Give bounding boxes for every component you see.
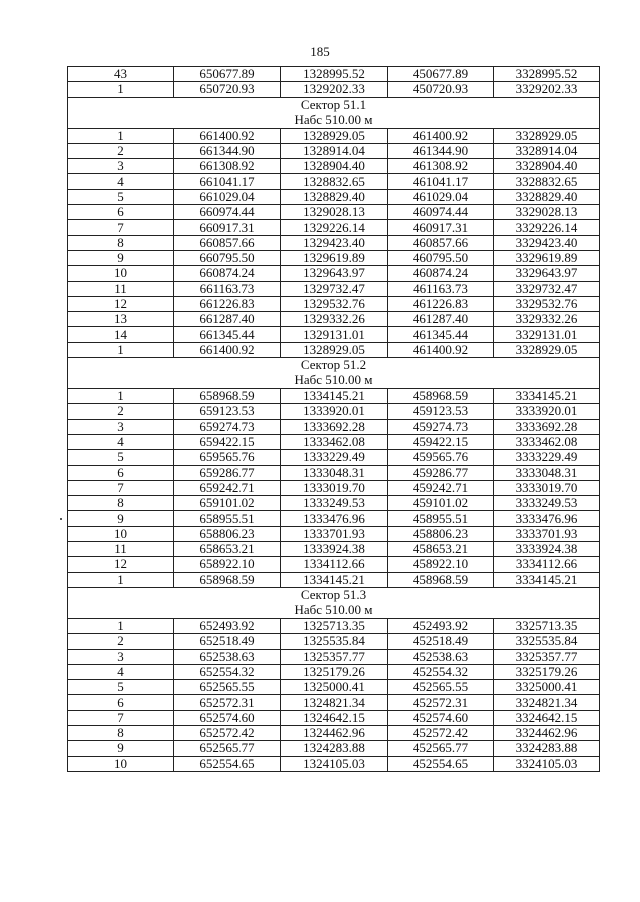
coordinate-cell: 452493.92: [388, 618, 494, 633]
table-row: [68, 680, 600, 695]
coordinate-cell: 658968.59: [174, 572, 281, 587]
point-number-cell: 6: [68, 205, 174, 220]
sector-level: Набс 510.00 м: [294, 111, 373, 127]
coordinate-cell: 459565.76: [388, 450, 494, 465]
point-number-cell: 3: [68, 419, 174, 434]
coordinate-cell: 458968.59: [388, 572, 494, 587]
coordinate-cell: 459242.71: [388, 480, 494, 495]
table-row: [68, 143, 600, 158]
point-number-cell: 5: [68, 680, 174, 695]
sector-title: Сектор 51.1: [300, 97, 367, 112]
coordinate-cell: 1324821.34: [281, 695, 388, 710]
table-row: [68, 756, 600, 771]
table-row: [68, 695, 600, 710]
coordinate-cell: 1329619.89: [281, 250, 388, 265]
point-number-cell: 1: [68, 128, 174, 143]
scan-speck: [60, 518, 62, 520]
table-row: [68, 296, 600, 311]
point-number-cell: 6: [68, 465, 174, 480]
coordinate-cell: 652538.63: [174, 649, 281, 664]
coordinate-cell: 1334112.66: [281, 557, 388, 572]
page-number: 185: [310, 44, 330, 59]
coordinate-cell: 1333249.53: [281, 496, 388, 511]
coordinate-cell: 1328914.04: [281, 143, 388, 158]
coordinate-cell: 3329619.89: [494, 250, 600, 265]
coordinate-cell: 3328832.65: [494, 174, 600, 189]
table-row: [68, 511, 600, 526]
point-number-cell: 2: [68, 143, 174, 158]
table-row: [68, 342, 600, 357]
coordinate-cell: 3329423.40: [494, 235, 600, 250]
coordinate-cell: 1333048.31: [281, 465, 388, 480]
coordinate-cell: 661287.40: [174, 312, 281, 327]
table-row: [68, 67, 600, 82]
coordinate-cell: 1329226.14: [281, 220, 388, 235]
coordinate-cell: 461345.44: [388, 327, 494, 342]
coordinate-cell: 452518.49: [388, 634, 494, 649]
coordinate-cell: 460795.50: [388, 250, 494, 265]
point-number-cell: 8: [68, 496, 174, 511]
coordinate-cell: 452572.42: [388, 725, 494, 740]
coordinate-cell: 458968.59: [388, 389, 494, 404]
table-row: [68, 205, 600, 220]
point-number-cell: 2: [68, 404, 174, 419]
coordinate-cell: 3333924.38: [494, 542, 600, 557]
coordinate-cell: 661041.17: [174, 174, 281, 189]
coordinate-cell: 660857.66: [174, 235, 281, 250]
coordinate-cell: 1333229.49: [281, 450, 388, 465]
coordinate-cell: 660795.50: [174, 250, 281, 265]
coordinate-cell: 452554.32: [388, 664, 494, 679]
table-row: [68, 174, 600, 189]
point-number-cell: 10: [68, 266, 174, 281]
point-number-cell: 6: [68, 695, 174, 710]
coordinate-cell: 659274.73: [174, 419, 281, 434]
coordinate-cell: 1324462.96: [281, 725, 388, 740]
coordinate-cell: 459101.02: [388, 496, 494, 511]
coordinate-cell: 461041.17: [388, 174, 494, 189]
coordinate-cell: 3333229.49: [494, 450, 600, 465]
table-row: [68, 710, 600, 725]
point-number-cell: 3: [68, 159, 174, 174]
coordinate-cell: 1329423.40: [281, 235, 388, 250]
coordinate-cell: 3325000.41: [494, 680, 600, 695]
table-row: [68, 572, 600, 587]
table-row: [68, 434, 600, 449]
sector-level: Набс 510.00 м: [294, 372, 373, 388]
point-number-cell: 1: [68, 389, 174, 404]
coordinate-cell: 3329732.47: [494, 281, 600, 296]
coordinate-cell: 661308.92: [174, 159, 281, 174]
point-number-cell: 11: [68, 542, 174, 557]
coordinates-table: [67, 66, 600, 772]
coordinate-cell: 3328829.40: [494, 189, 600, 204]
coordinate-cell: 452565.77: [388, 741, 494, 756]
coordinate-cell: 652565.55: [174, 680, 281, 695]
coordinate-cell: 1333701.93: [281, 526, 388, 541]
coordinate-cell: 661345.44: [174, 327, 281, 342]
coordinate-cell: 458653.21: [388, 542, 494, 557]
coordinate-cell: 3329202.33: [494, 82, 600, 97]
coordinate-cell: 652572.42: [174, 725, 281, 740]
sector-level: Набс 510.00 м: [294, 601, 373, 617]
coordinate-cell: 1329028.13: [281, 205, 388, 220]
table-row: [68, 404, 600, 419]
point-number-cell: 8: [68, 725, 174, 740]
coordinate-cell: 658968.59: [174, 389, 281, 404]
table-row: [68, 557, 600, 572]
table-row: [68, 526, 600, 541]
coordinate-cell: 1329332.26: [281, 312, 388, 327]
coordinate-cell: 652554.65: [174, 756, 281, 771]
coordinate-cell: 652565.77: [174, 741, 281, 756]
point-number-cell: 1: [68, 618, 174, 633]
coordinate-cell: 3328914.04: [494, 143, 600, 158]
point-number-cell: 14: [68, 327, 174, 342]
coordinate-cell: 652493.92: [174, 618, 281, 633]
coordinate-cell: 1333476.96: [281, 511, 388, 526]
coordinate-cell: 3325535.84: [494, 634, 600, 649]
coordinate-cell: 461400.92: [388, 128, 494, 143]
coordinate-cell: 3325179.26: [494, 664, 600, 679]
coordinate-cell: 1324105.03: [281, 756, 388, 771]
coordinate-cell: 1328832.65: [281, 174, 388, 189]
coordinate-cell: 1328929.05: [281, 128, 388, 143]
coordinate-cell: 1333692.28: [281, 419, 388, 434]
coordinate-cell: 3329532.76: [494, 296, 600, 311]
point-number-cell: 1: [68, 342, 174, 357]
coordinate-cell: 3329028.13: [494, 205, 600, 220]
coordinate-cell: 3333462.08: [494, 434, 600, 449]
sector-header-row: [68, 358, 600, 389]
table-row: [68, 128, 600, 143]
point-number-cell: 9: [68, 511, 174, 526]
coordinate-cell: 3333692.28: [494, 419, 600, 434]
coordinate-cell: 3333249.53: [494, 496, 600, 511]
coordinate-cell: 461226.83: [388, 296, 494, 311]
point-number-cell: 12: [68, 557, 174, 572]
coordinate-cell: 659242.71: [174, 480, 281, 495]
coordinate-cell: 3329131.01: [494, 327, 600, 342]
coordinate-cell: 452572.31: [388, 695, 494, 710]
coordinate-cell: 659565.76: [174, 450, 281, 465]
coordinate-cell: 458806.23: [388, 526, 494, 541]
coordinate-cell: 661400.92: [174, 342, 281, 357]
point-number-cell: 11: [68, 281, 174, 296]
table-row: [68, 725, 600, 740]
table-row: [68, 220, 600, 235]
point-number-cell: 1: [68, 572, 174, 587]
coordinate-cell: 3334145.21: [494, 572, 600, 587]
coordinate-cell: 452538.63: [388, 649, 494, 664]
coordinate-cell: 659101.02: [174, 496, 281, 511]
coordinate-cell: 3334112.66: [494, 557, 600, 572]
coordinate-cell: 1328829.40: [281, 189, 388, 204]
coordinate-cell: 461163.73: [388, 281, 494, 296]
coordinate-cell: 459422.15: [388, 434, 494, 449]
coordinate-cell: 461344.90: [388, 143, 494, 158]
coordinate-cell: 460974.44: [388, 205, 494, 220]
point-number-cell: 2: [68, 634, 174, 649]
coordinate-cell: 3325357.77: [494, 649, 600, 664]
table-row: [68, 189, 600, 204]
coordinate-cell: 461308.92: [388, 159, 494, 174]
table-row: [68, 465, 600, 480]
table-row: [68, 664, 600, 679]
table-row: [68, 634, 600, 649]
coordinate-cell: 650720.93: [174, 82, 281, 97]
coordinate-cell: 658922.10: [174, 557, 281, 572]
point-number-cell: 9: [68, 250, 174, 265]
coordinate-cell: 1329202.33: [281, 82, 388, 97]
coordinate-cell: 1324642.15: [281, 710, 388, 725]
coordinate-cell: 1328995.52: [281, 67, 388, 82]
sector-title: Сектор 51.3: [300, 587, 367, 602]
coordinate-cell: 1325000.41: [281, 680, 388, 695]
coordinate-cell: 1334145.21: [281, 389, 388, 404]
coordinate-cell: 452574.60: [388, 710, 494, 725]
coordinate-cell: 652518.49: [174, 634, 281, 649]
coordinate-cell: 652554.32: [174, 664, 281, 679]
coordinate-cell: 659123.53: [174, 404, 281, 419]
coordinate-cell: 461400.92: [388, 342, 494, 357]
coordinate-cell: 658653.21: [174, 542, 281, 557]
coordinates-table-body: [68, 67, 600, 772]
coordinate-cell: 652574.60: [174, 710, 281, 725]
table-row: [68, 542, 600, 557]
coordinate-cell: 661029.04: [174, 189, 281, 204]
coordinate-cell: 1333462.08: [281, 434, 388, 449]
coordinate-cell: 459286.77: [388, 465, 494, 480]
coordinate-cell: 1325713.35: [281, 618, 388, 633]
coordinate-cell: 3333476.96: [494, 511, 600, 526]
point-number-cell: 4: [68, 174, 174, 189]
coordinate-cell: 452565.55: [388, 680, 494, 695]
coordinate-cell: 1325357.77: [281, 649, 388, 664]
coordinate-cell: 1333019.70: [281, 480, 388, 495]
coordinate-cell: 3324642.15: [494, 710, 600, 725]
point-number-cell: 4: [68, 664, 174, 679]
coordinate-cell: 658955.51: [174, 511, 281, 526]
coordinate-cell: 3333019.70: [494, 480, 600, 495]
table-row: [68, 450, 600, 465]
coordinate-cell: 458922.10: [388, 557, 494, 572]
coordinate-cell: 659286.77: [174, 465, 281, 480]
coordinate-cell: 660874.24: [174, 266, 281, 281]
coordinate-cell: 3325713.35: [494, 618, 600, 633]
coordinate-cell: 1333920.01: [281, 404, 388, 419]
sector-header: [68, 587, 600, 618]
table-row: [68, 235, 600, 250]
coordinate-cell: 3333701.93: [494, 526, 600, 541]
coordinate-cell: 3334145.21: [494, 389, 600, 404]
point-number-cell: 9: [68, 741, 174, 756]
coordinate-cell: 3333048.31: [494, 465, 600, 480]
coordinate-cell: 660974.44: [174, 205, 281, 220]
coordinate-cell: 461287.40: [388, 312, 494, 327]
coordinate-cell: 1333924.38: [281, 542, 388, 557]
table-row: [68, 82, 600, 97]
table-row: [68, 266, 600, 281]
coordinate-cell: 452554.65: [388, 756, 494, 771]
coordinate-cell: 3324105.03: [494, 756, 600, 771]
point-number-cell: 43: [68, 67, 174, 82]
sector-header: [68, 97, 600, 128]
coordinate-cell: 1329732.47: [281, 281, 388, 296]
table-row: [68, 618, 600, 633]
coordinate-cell: 650677.89: [174, 67, 281, 82]
table-row: [68, 419, 600, 434]
coordinate-cell: 1328904.40: [281, 159, 388, 174]
coordinate-cell: 3328929.05: [494, 342, 600, 357]
point-number-cell: 7: [68, 220, 174, 235]
coordinate-cell: 661163.73: [174, 281, 281, 296]
coordinate-cell: 1329131.01: [281, 327, 388, 342]
coordinate-cell: 450720.93: [388, 82, 494, 97]
coordinate-cell: 461029.04: [388, 189, 494, 204]
coordinate-cell: 1334145.21: [281, 572, 388, 587]
point-number-cell: 12: [68, 296, 174, 311]
point-number-cell: 7: [68, 480, 174, 495]
coordinate-cell: 659422.15: [174, 434, 281, 449]
coordinate-cell: 459123.53: [388, 404, 494, 419]
coordinate-cell: 1328929.05: [281, 342, 388, 357]
coordinate-cell: 661344.90: [174, 143, 281, 158]
table-row: [68, 250, 600, 265]
coordinate-cell: 1329532.76: [281, 296, 388, 311]
point-number-cell: 1: [68, 82, 174, 97]
sector-header-row: [68, 97, 600, 128]
table-row: [68, 480, 600, 495]
coordinate-cell: 1324283.88: [281, 741, 388, 756]
coordinate-cell: 458955.51: [388, 511, 494, 526]
table-row: [68, 496, 600, 511]
coordinate-cell: 661400.92: [174, 128, 281, 143]
coordinate-cell: 3328995.52: [494, 67, 600, 82]
coordinate-cell: 450677.89: [388, 67, 494, 82]
point-number-cell: 7: [68, 710, 174, 725]
table-row: [68, 741, 600, 756]
coordinate-cell: 460874.24: [388, 266, 494, 281]
coordinate-cell: 661226.83: [174, 296, 281, 311]
sector-header-row: [68, 587, 600, 618]
table-row: [68, 312, 600, 327]
point-number-cell: 13: [68, 312, 174, 327]
coordinate-cell: 459274.73: [388, 419, 494, 434]
point-number-cell: 4: [68, 434, 174, 449]
point-number-cell: 5: [68, 189, 174, 204]
sector-header: [68, 358, 600, 389]
point-number-cell: 8: [68, 235, 174, 250]
point-number-cell: 5: [68, 450, 174, 465]
point-number-cell: 3: [68, 649, 174, 664]
point-number-cell: 10: [68, 526, 174, 541]
table-row: [68, 649, 600, 664]
coordinate-cell: 3329226.14: [494, 220, 600, 235]
coordinate-cell: 3328904.40: [494, 159, 600, 174]
coordinate-cell: 3329332.26: [494, 312, 600, 327]
coordinate-cell: 1329643.97: [281, 266, 388, 281]
point-number-cell: 10: [68, 756, 174, 771]
coordinate-cell: 3328929.05: [494, 128, 600, 143]
coordinate-cell: 652572.31: [174, 695, 281, 710]
sector-title: Сектор 51.2: [300, 357, 367, 373]
coordinate-cell: 460917.31: [388, 220, 494, 235]
coordinate-cell: 660917.31: [174, 220, 281, 235]
coordinate-cell: 1325179.26: [281, 664, 388, 679]
coordinate-cell: 3333920.01: [494, 404, 600, 419]
table-row: [68, 281, 600, 296]
coordinate-cell: 3324462.96: [494, 725, 600, 740]
coordinate-cell: 1325535.84: [281, 634, 388, 649]
table-row: [68, 389, 600, 404]
coordinate-cell: 460857.66: [388, 235, 494, 250]
coordinate-cell: 3324821.34: [494, 695, 600, 710]
table-row: [68, 327, 600, 342]
coordinate-cell: 3329643.97: [494, 266, 600, 281]
coordinate-cell: 658806.23: [174, 526, 281, 541]
table-row: [68, 159, 600, 174]
coordinate-cell: 3324283.88: [494, 741, 600, 756]
